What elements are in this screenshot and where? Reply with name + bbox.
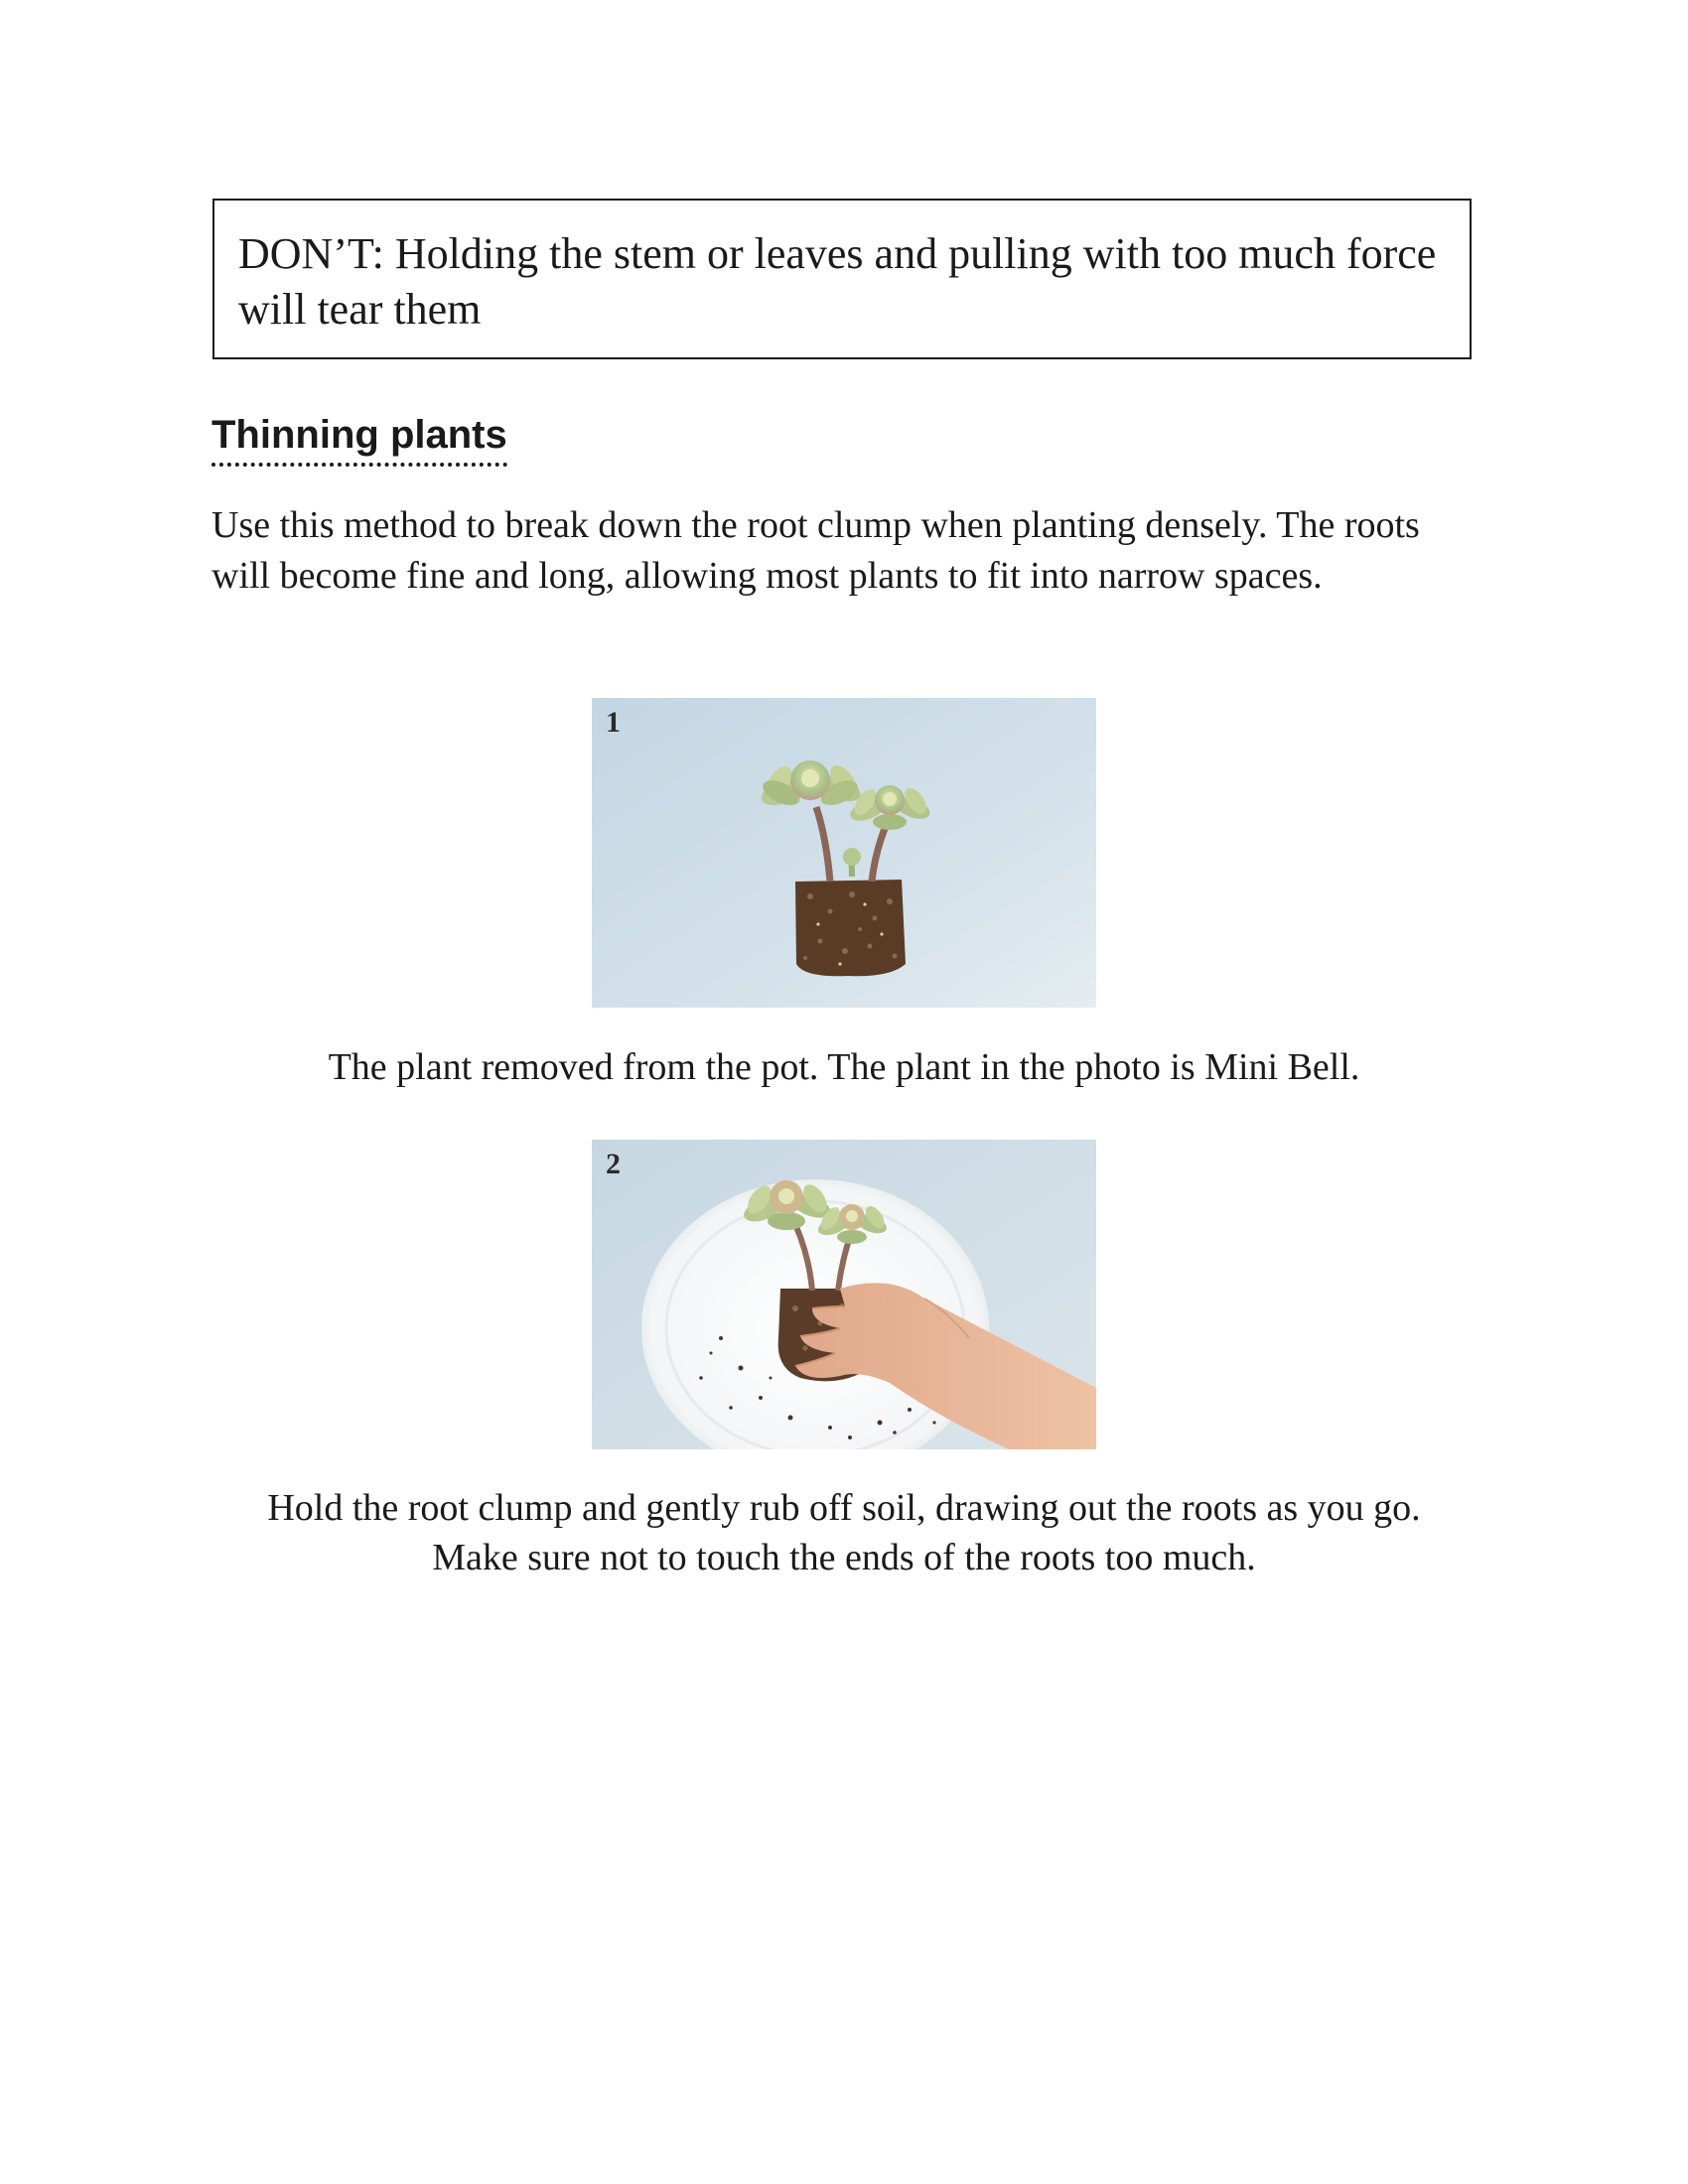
warning-box bbox=[212, 199, 1472, 359]
section-heading: Thinning plants bbox=[211, 411, 507, 467]
step-1-caption: The plant removed from the pot. The plant in the photo is Mini Bell. bbox=[328, 1046, 1360, 1088]
intro-paragraph: Use this method to break down the root clump when planting densely. The roots will become fine and long, allowing most plants to fit into narrow spaces. bbox=[211, 504, 1420, 597]
step-2-caption: Hold the root clump and gently rub off soil, drawing out the roots as you go. Make sure not to touch the ends of the roots too much. bbox=[267, 1487, 1421, 1578]
warning-text: DON’T: Holding the stem or leaves and pulling with too much force will tear them bbox=[238, 229, 1437, 334]
step-2-photo bbox=[592, 1140, 1096, 1449]
hand-rubbing-soil-image bbox=[592, 1140, 1096, 1449]
step-1-photo bbox=[592, 698, 1096, 1008]
step-1-number: 1 bbox=[606, 706, 621, 739]
plant-root-clump-image bbox=[592, 698, 1096, 1008]
step-2-number: 2 bbox=[606, 1148, 621, 1180]
